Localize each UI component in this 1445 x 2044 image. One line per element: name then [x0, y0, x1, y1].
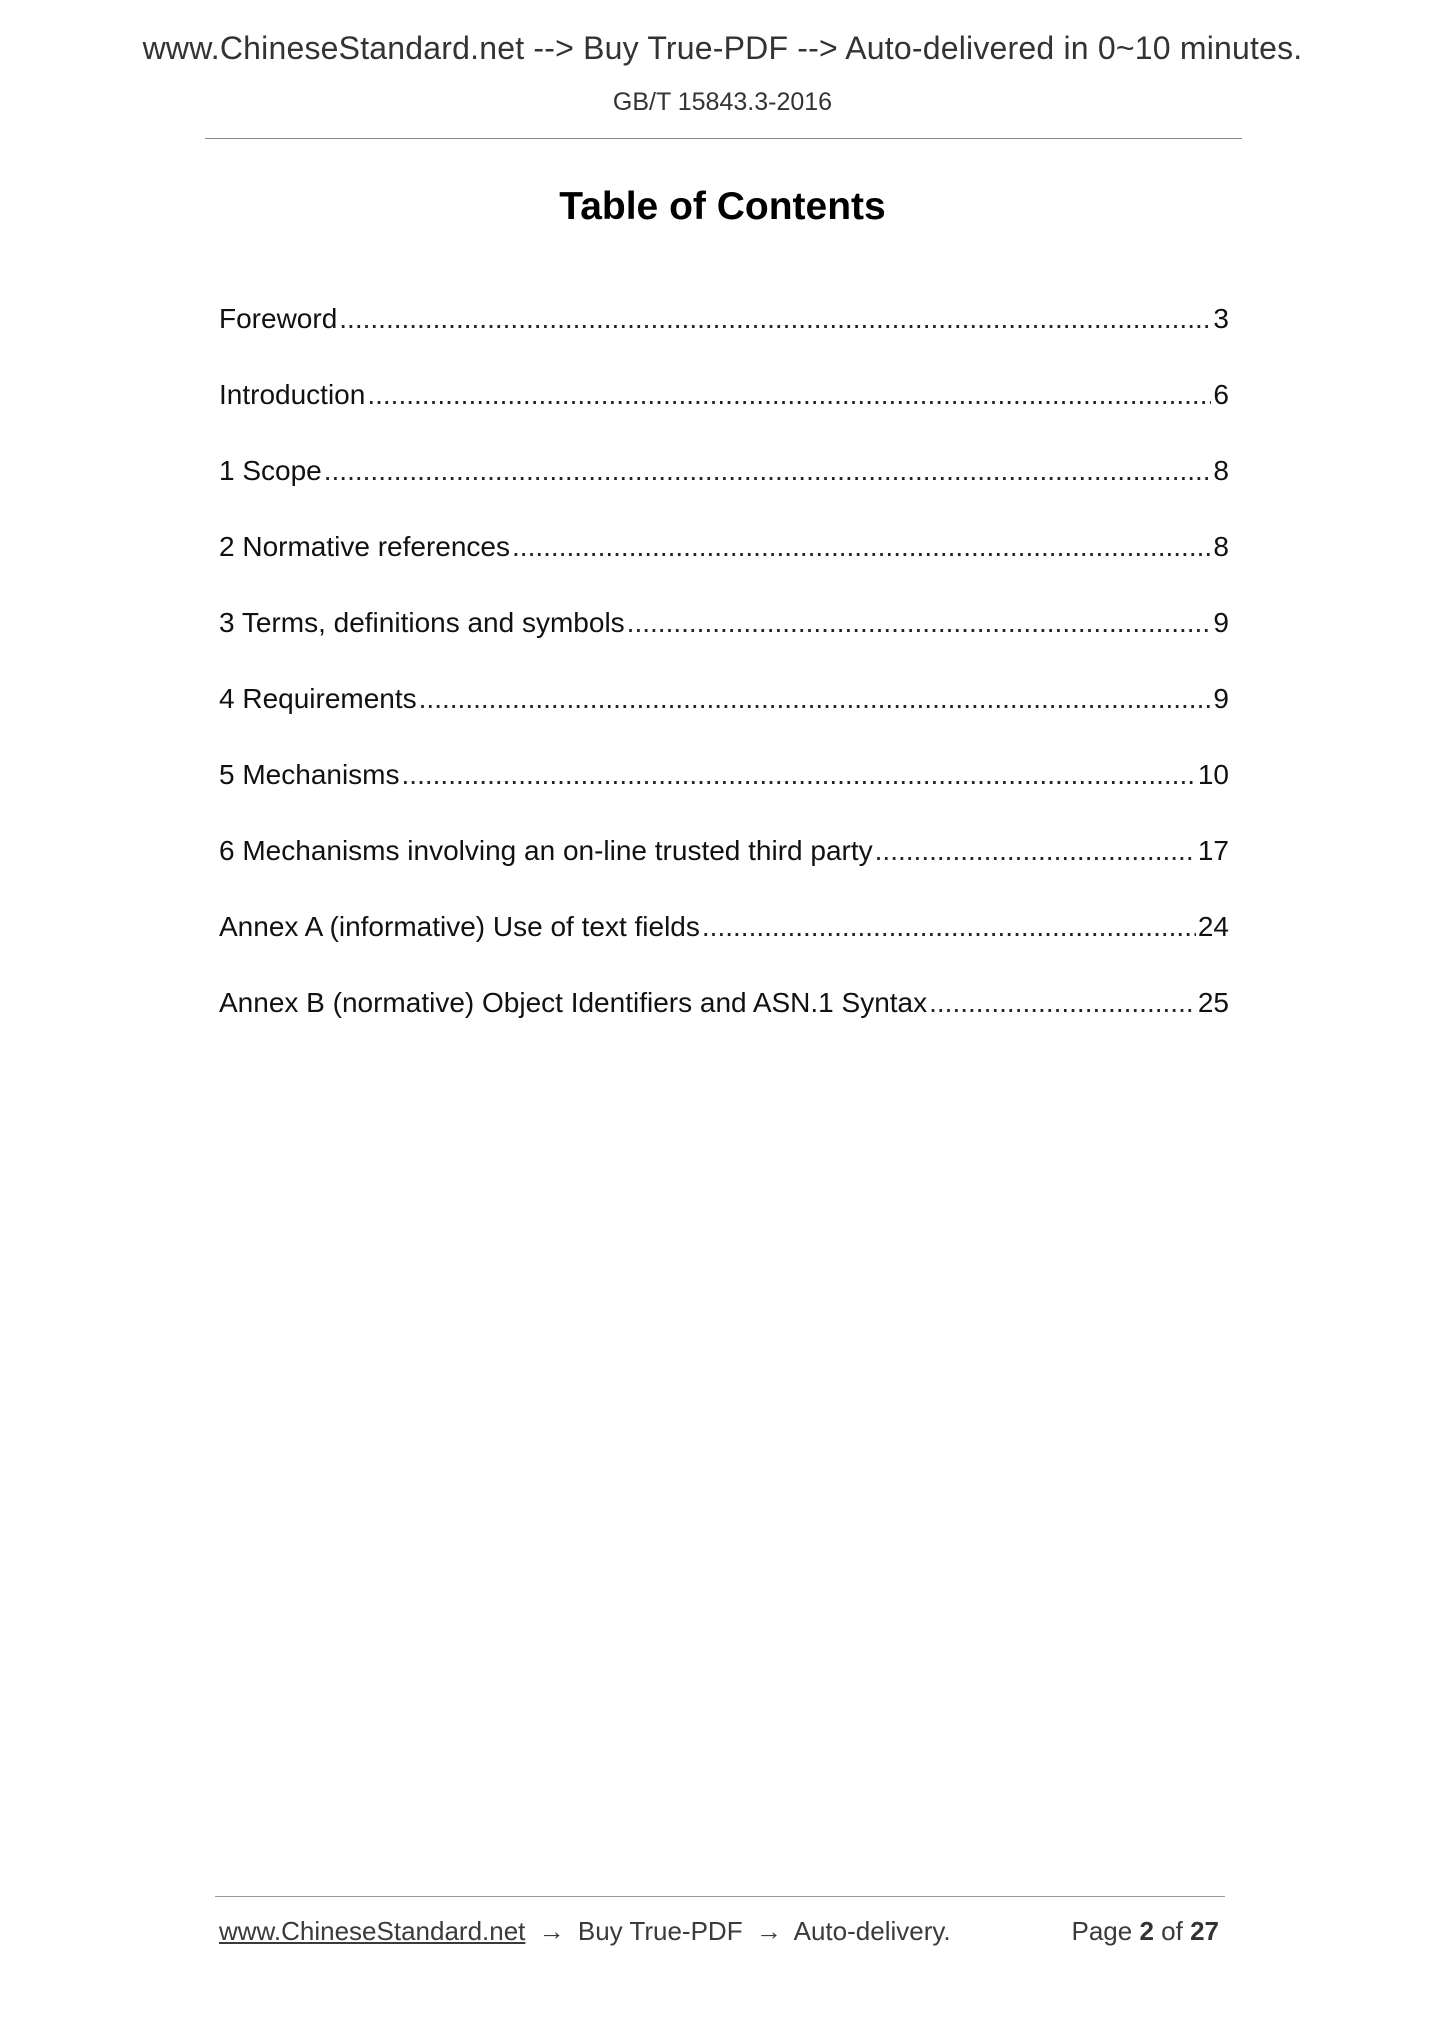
toc-dot-leader: [702, 911, 1196, 943]
footer-delivery-text: Auto-delivery.: [793, 1916, 951, 1946]
toc-entry-introduction[interactable]: [219, 379, 1229, 455]
header-banner: www.ChineseStandard.net --> Buy True-PDF --> Auto-delivered in 0~10 minutes.: [142, 30, 1303, 66]
toc-dot-leader: [929, 987, 1196, 1019]
toc-entry-page: 8: [1213, 531, 1229, 562]
toc-entry-label: Annex B (normative) Object Identifiers and ASN.1 Syntax: [219, 987, 928, 1018]
footer-buy-text: Buy True-PDF: [577, 1916, 743, 1946]
header-divider: [205, 138, 1242, 139]
toc-entry-label: 3 Terms, definitions and symbols: [219, 607, 625, 638]
toc-list: [219, 303, 1229, 1063]
toc-entry-mechanisms-ttp[interactable]: [219, 835, 1229, 911]
toc-entry-label: 6 Mechanisms involving an on-line trusted third party: [219, 835, 873, 866]
toc-entry-requirements[interactable]: [219, 683, 1229, 759]
toc-entry-terms-definitions[interactable]: [219, 607, 1229, 683]
toc-entry-foreword[interactable]: [219, 303, 1229, 379]
arrow-right-icon: →: [755, 1916, 782, 1946]
toc-entry-page: 6: [1213, 379, 1229, 410]
page-title: Table of Contents: [559, 185, 886, 228]
toc-entry-page: 3: [1213, 303, 1229, 334]
document-code: GB/T 15843.3-2016: [612, 88, 833, 116]
toc-entry-page: 8: [1213, 455, 1229, 486]
toc-entry-mechanisms[interactable]: [219, 759, 1229, 835]
toc-dot-leader: [324, 455, 1212, 487]
toc-entry-label: Foreword: [219, 303, 338, 334]
toc-dot-leader: [402, 759, 1196, 791]
toc-entry-page: 17: [1197, 835, 1229, 866]
current-page: 2: [1139, 1916, 1154, 1946]
page-word: Page: [1071, 1916, 1133, 1946]
toc-entry-page: 25: [1197, 987, 1229, 1018]
toc-dot-leader: [627, 607, 1212, 639]
toc-entry-annex-a[interactable]: [219, 911, 1229, 987]
toc-dot-leader: [339, 303, 1211, 335]
toc-dot-leader: [512, 531, 1211, 563]
toc-entry-annex-b[interactable]: [219, 987, 1229, 1063]
toc-dot-leader: [367, 379, 1211, 411]
arrow-right-icon: →: [538, 1916, 565, 1946]
toc-entry-page: 10: [1197, 759, 1229, 790]
page-footer: [219, 1916, 1225, 1956]
toc-entry-normative-references[interactable]: [219, 531, 1229, 607]
footer-promo: [219, 1916, 951, 1947]
toc-entry-page: 9: [1213, 607, 1229, 638]
page-number: [1071, 1916, 1219, 1947]
toc-entry-label: 2 Normative references: [219, 531, 511, 562]
toc-entry-label: Introduction: [219, 379, 366, 410]
of-word: of: [1161, 1916, 1183, 1946]
total-pages: 27: [1190, 1916, 1219, 1946]
toc-entry-label: Annex A (informative) Use of text fields: [219, 911, 700, 942]
toc-entry-page: 24: [1197, 911, 1229, 942]
toc-entry-page: 9: [1213, 683, 1229, 714]
footer-divider: [215, 1896, 1225, 1897]
toc-entry-label: 5 Mechanisms: [219, 759, 400, 790]
toc-dot-leader: [419, 683, 1212, 715]
toc-entry-label: 4 Requirements: [219, 683, 417, 714]
toc-entry-scope[interactable]: [219, 455, 1229, 531]
toc-entry-label: 1 Scope: [219, 455, 322, 486]
toc-dot-leader: [875, 835, 1196, 867]
site-link[interactable]: www.ChineseStandard.net: [219, 1916, 526, 1946]
